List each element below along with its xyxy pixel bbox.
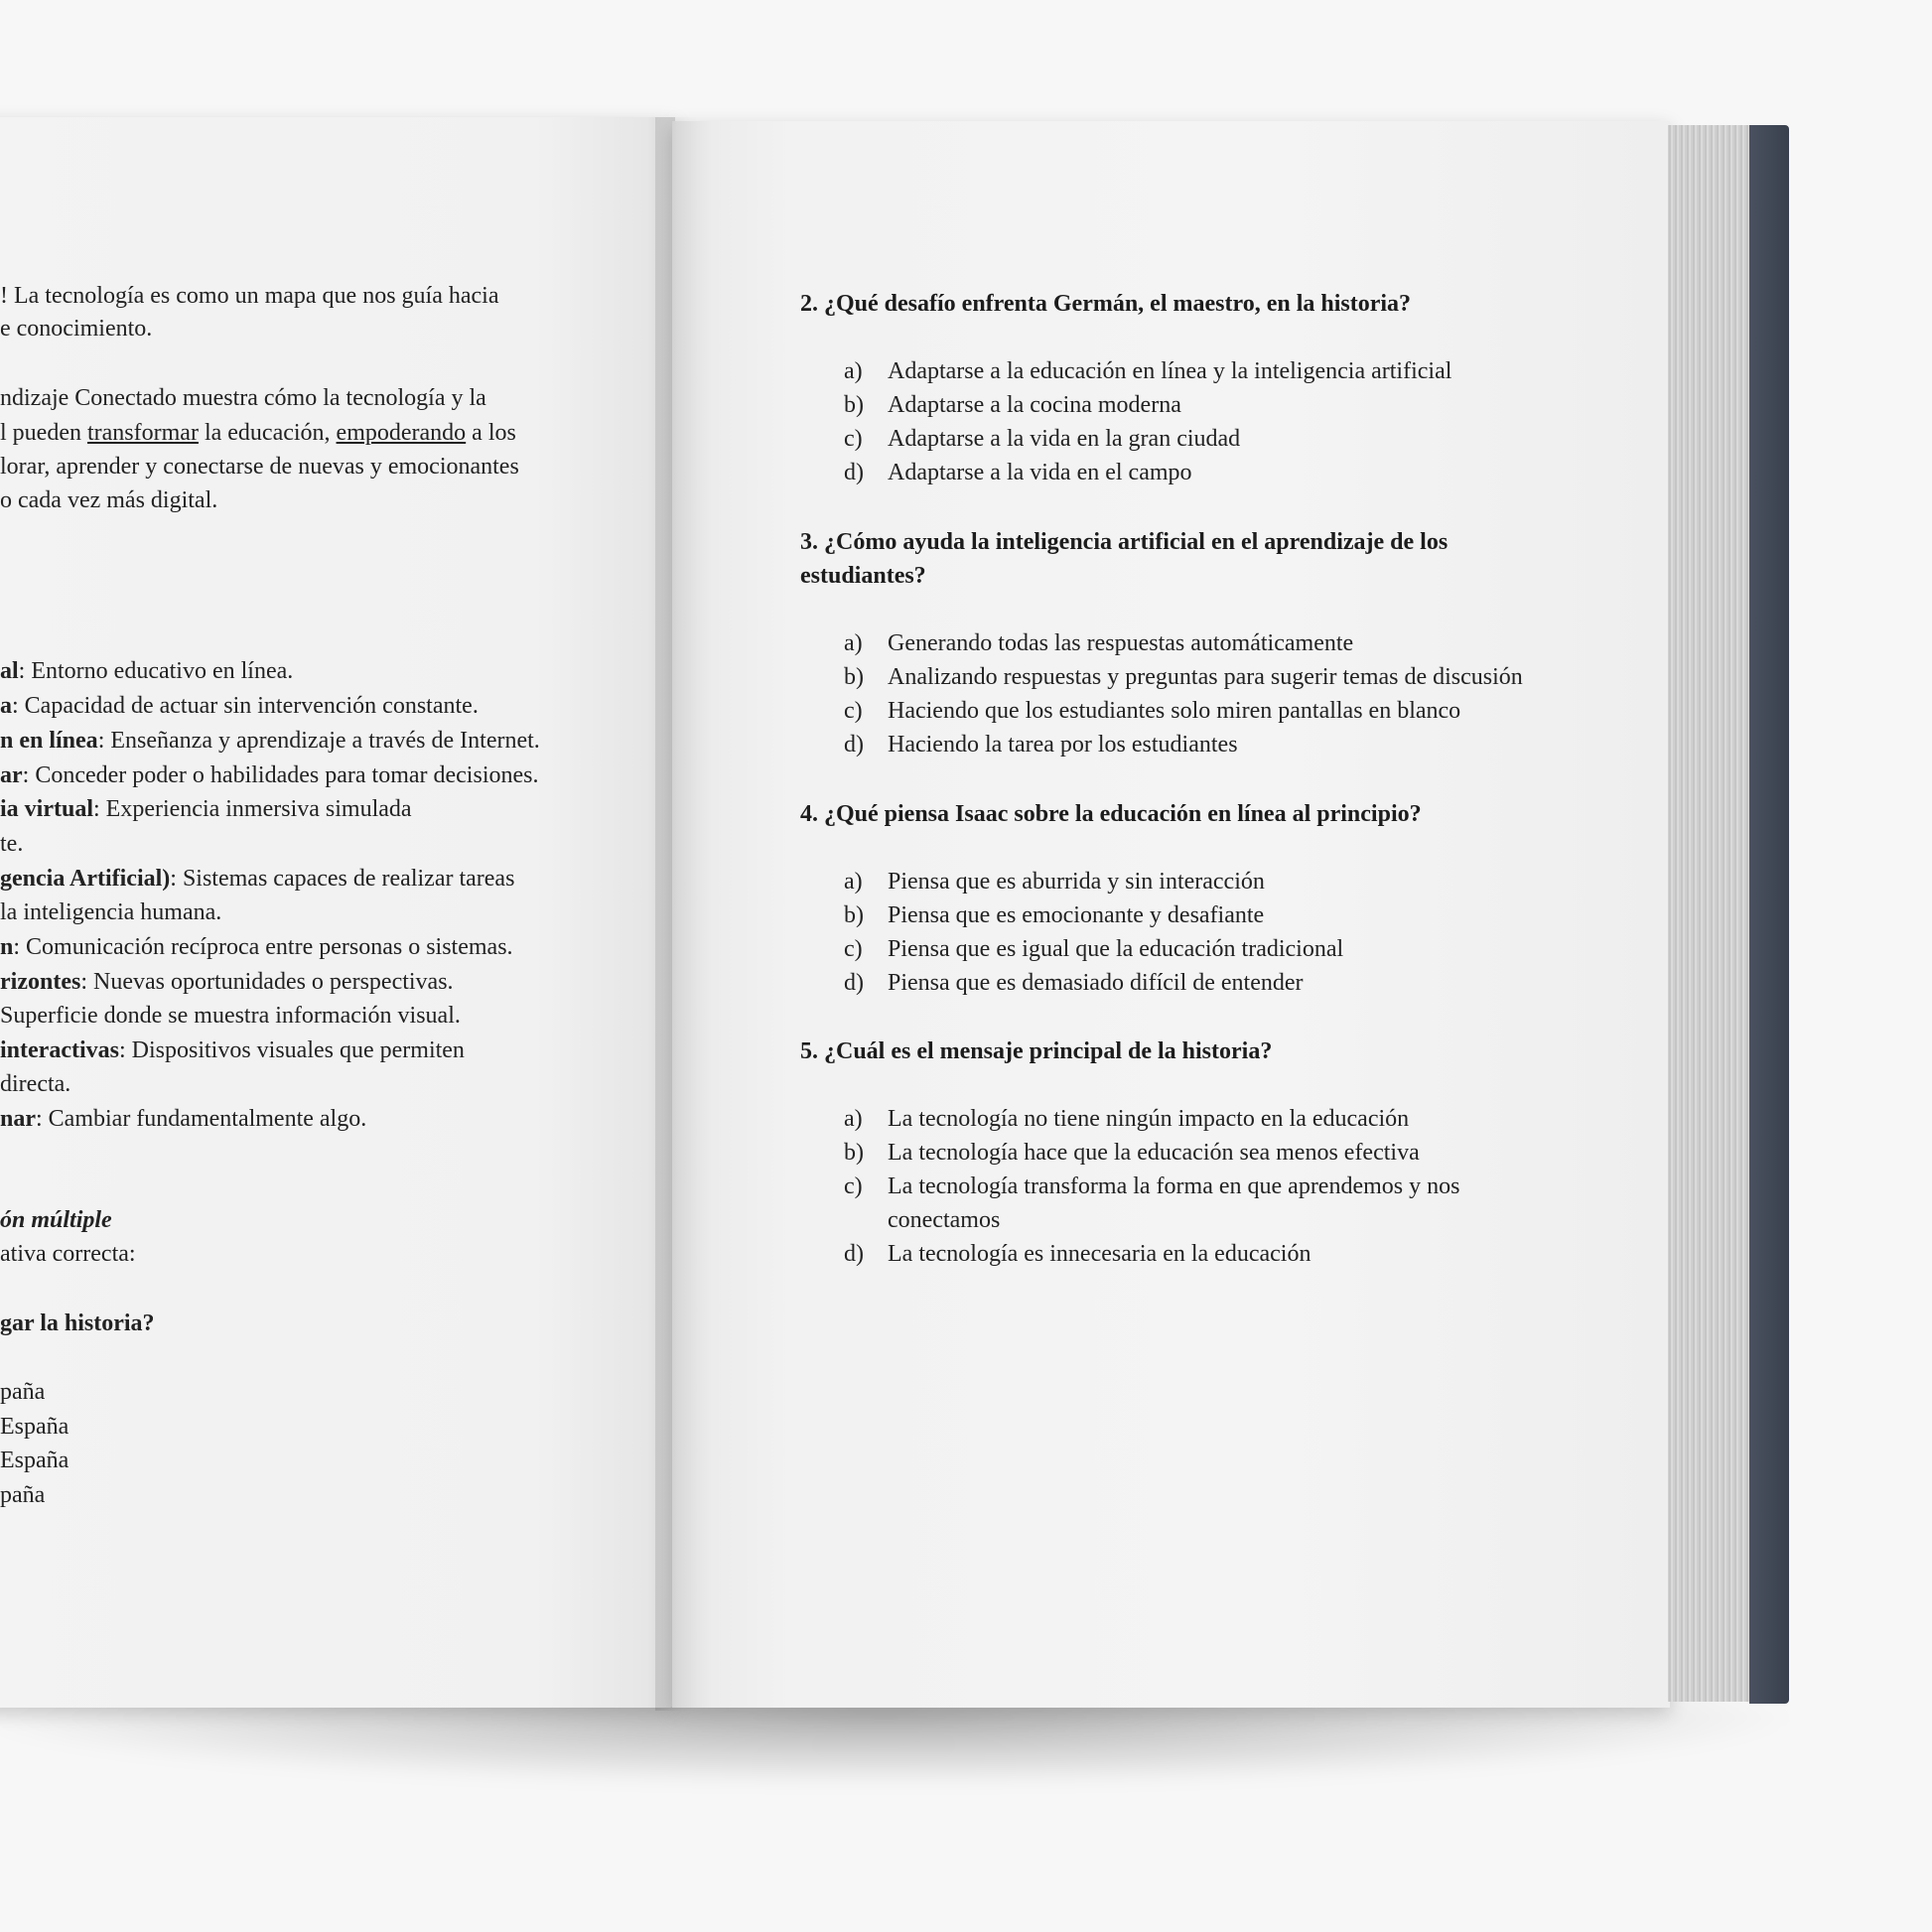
glossary-definition: : Conceder poder o habilidades para tomar decisiones. — [22, 762, 539, 788]
glossary-term: rizontes — [0, 969, 81, 995]
option-letter: d) — [844, 970, 864, 996]
glossary-entry — [0, 862, 514, 896]
intro-line-2: e conocimiento. — [0, 316, 153, 342]
glossary-term: gencia Artificial) — [0, 866, 171, 892]
section-heading: ón múltiple — [0, 1207, 112, 1233]
option-text: Haciendo la tarea por los estudiantes — [888, 732, 1238, 758]
para2-text: a los — [466, 420, 516, 446]
q4-option-c — [844, 932, 1559, 966]
glossary-definition: te. — [0, 831, 24, 857]
option-letter: b) — [844, 664, 864, 690]
glossary-entry — [0, 654, 293, 688]
q2-option-b — [844, 388, 1559, 422]
q3-option-a — [844, 626, 1559, 660]
book-spine-shading — [655, 117, 699, 1711]
q4-option-b — [844, 898, 1559, 932]
q2-option-d — [844, 456, 1559, 489]
option-text: Piensa que es emocionante y desafiante — [888, 902, 1265, 928]
option-letter: c) — [844, 698, 863, 724]
glossary-definition: : Capacidad de actuar sin intervención constante. — [12, 693, 479, 719]
underlined-word-transformar: transformar — [86, 420, 199, 446]
option-text: La tecnología hace que la educación sea menos efectiva — [888, 1140, 1420, 1166]
glossary-definition: : Entorno educativo en línea. — [18, 658, 294, 684]
glossary-term: al — [0, 658, 19, 684]
option-letter: d) — [844, 732, 864, 758]
para2-text: l pueden — [0, 420, 87, 446]
glossary-term: nar — [0, 1106, 36, 1132]
q5-option-b — [844, 1136, 1559, 1170]
q1-option: paña — [0, 1482, 46, 1508]
question-1-title: gar la historia? — [0, 1311, 155, 1336]
option-letter: a) — [844, 1106, 863, 1132]
option-letter: a) — [844, 869, 863, 895]
glossary-entry — [0, 1067, 70, 1101]
glossary-entry — [0, 896, 221, 929]
option-letter: b) — [844, 1140, 864, 1166]
q3-option-c — [844, 694, 1559, 728]
option-text: Haciendo que los estudiantes solo miren pantallas en blanco — [888, 698, 1461, 724]
q4-option-d — [844, 966, 1559, 1000]
para2-line-3: lorar, aprender y conectarse de nuevas y emocionantes — [0, 454, 519, 480]
q1-option: España — [0, 1414, 69, 1440]
glossary-entry — [0, 827, 23, 861]
option-text: Generando todas las respuestas automáticamente — [888, 630, 1354, 656]
glossary-definition: : Sistemas capaces de realizar tareas — [170, 866, 515, 892]
option-letter: d) — [844, 460, 864, 485]
option-text: Adaptarse a la vida en el campo — [888, 460, 1192, 485]
page-edges — [1668, 125, 1749, 1702]
q2-option-c — [844, 422, 1559, 456]
option-text: Piensa que es aburrida y sin interacción — [888, 869, 1265, 895]
glossary-entry — [0, 689, 479, 723]
glossary-entry — [0, 1034, 465, 1067]
option-text: La tecnología transforma la forma en que aprendemos y nos conectamos — [888, 1173, 1460, 1233]
glossary-entry — [0, 792, 412, 826]
option-text: La tecnología no tiene ningún impacto en la educación — [888, 1106, 1410, 1132]
option-letter: b) — [844, 392, 864, 418]
q1-option: paña — [0, 1379, 46, 1405]
q2-option-a — [844, 354, 1559, 388]
glossary-definition: directa. — [0, 1071, 71, 1097]
option-text: Piensa que es demasiado difícil de entender — [888, 970, 1304, 996]
para2-line-4: o cada vez más digital. — [0, 487, 218, 513]
glossary-definition: : Comunicación recíproca entre personas o sistemas. — [13, 934, 513, 960]
glossary-term: ar — [0, 762, 23, 788]
glossary-definition: : Dispositivos visuales que permiten — [118, 1037, 465, 1063]
option-letter: a) — [844, 630, 863, 656]
intro-line-1: ! La tecnología es como un mapa que nos guía hacia — [0, 283, 499, 309]
q5-option-a — [844, 1102, 1559, 1136]
option-text: Adaptarse a la educación en línea y la inteligencia artificial — [888, 358, 1452, 384]
glossary-entry — [0, 759, 538, 792]
glossary-entry — [0, 999, 461, 1033]
glossary-term: n — [0, 934, 14, 960]
glossary-definition: : Nuevas oportunidades o perspectivas. — [80, 969, 454, 995]
q5-option-c — [844, 1170, 1479, 1237]
glossary-entry — [0, 724, 540, 758]
para2-text: la educación, — [198, 420, 337, 446]
option-letter: b) — [844, 902, 864, 928]
glossary-entry — [0, 965, 454, 999]
question-3-title: 3. ¿Cómo ayuda la inteligencia artificial en el aprendizaje de los estudiantes? — [800, 529, 1449, 589]
option-text: La tecnología es innecesaria en la educación — [888, 1241, 1311, 1267]
option-text: Piensa que es igual que la educación tradicional — [888, 936, 1344, 962]
option-letter: d) — [844, 1241, 864, 1267]
option-letter: c) — [844, 426, 863, 452]
option-text: Analizando respuestas y preguntas para sugerir temas de discusión — [888, 664, 1523, 690]
glossary-definition: : Experiencia inmersiva simulada — [93, 796, 412, 822]
book-cover-edge — [1749, 125, 1789, 1704]
glossary-term: interactivas — [0, 1037, 119, 1063]
underlined-word-empoderando: empoderando — [336, 420, 467, 446]
option-text: Adaptarse a la cocina moderna — [888, 392, 1181, 418]
glossary-definition: : Cambiar fundamentalmente algo. — [36, 1106, 367, 1132]
q5-option-d — [844, 1237, 1559, 1271]
q3-option-b — [844, 660, 1598, 694]
question-4-title: 4. ¿Qué piensa Isaac sobre la educación en línea al principio? — [800, 801, 1422, 827]
glossary-definition: : Enseñanza y aprendizaje a través de Internet. — [97, 728, 540, 754]
glossary-term: n en línea — [0, 728, 98, 754]
option-letter: c) — [844, 1173, 863, 1199]
glossary-definition: la inteligencia humana. — [0, 899, 222, 925]
section-instruction: ativa correcta: — [0, 1241, 136, 1267]
question-5-title: 5. ¿Cuál es el mensaje principal de la historia? — [800, 1038, 1273, 1064]
glossary-term: a — [0, 693, 12, 719]
q1-option: España — [0, 1448, 69, 1473]
q3-option-d — [844, 728, 1559, 761]
glossary-term: ia virtual — [0, 796, 93, 822]
option-letter: c) — [844, 936, 863, 962]
glossary-entry — [0, 1102, 366, 1136]
glossary-definition: Superficie donde se muestra información visual. — [0, 1003, 461, 1029]
para2-line-2 — [0, 416, 516, 450]
glossary-entry — [0, 930, 513, 964]
option-text: Adaptarse a la vida en la gran ciudad — [888, 426, 1241, 452]
q4-option-a — [844, 865, 1559, 898]
question-2-title: 2. ¿Qué desafío enfrenta Germán, el maestro, en la historia? — [800, 291, 1412, 317]
para2-line-1: ndizaje Conectado muestra cómo la tecnología y la — [0, 385, 486, 411]
option-letter: a) — [844, 358, 863, 384]
